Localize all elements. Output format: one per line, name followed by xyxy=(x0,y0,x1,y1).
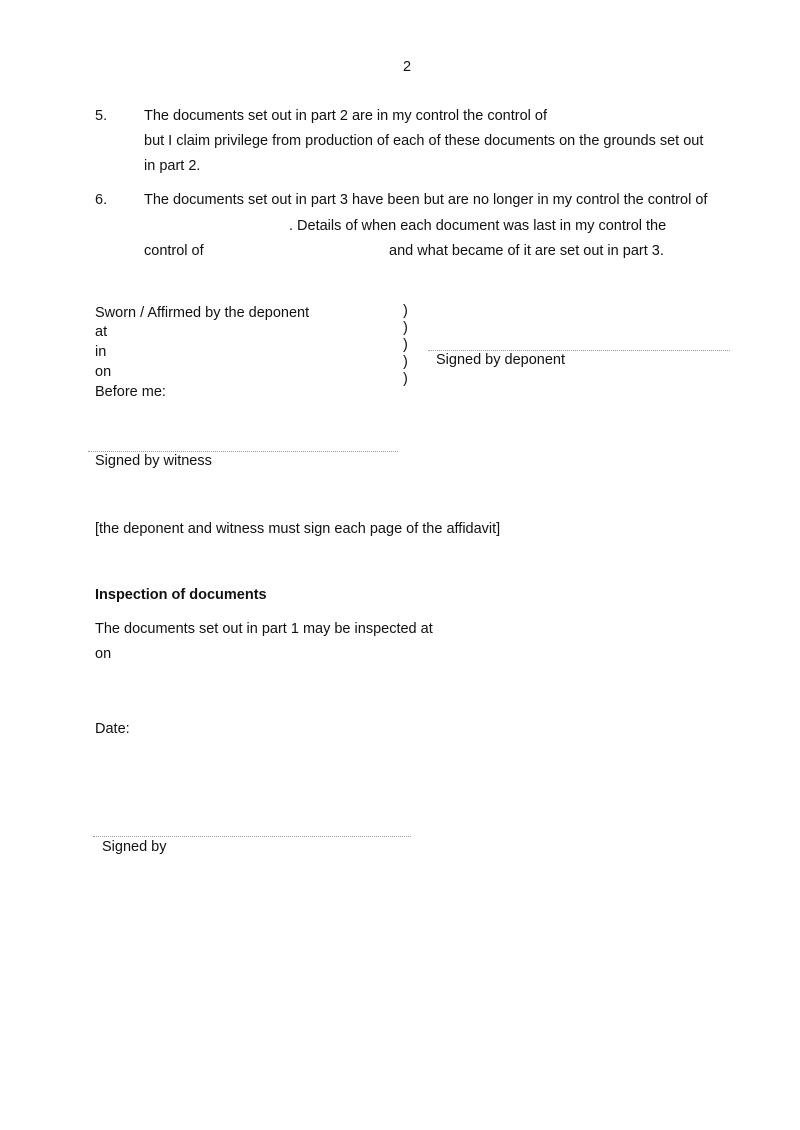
jurat-in-line: in xyxy=(95,344,107,360)
jurat-on-line: on xyxy=(95,364,112,380)
jurat-bracket: ) xyxy=(403,303,408,319)
paragraph-5-line-2: but I claim privilege from production of each of these documents on the grounds set out xyxy=(144,133,704,149)
signed-by-witness-label: Signed by witness xyxy=(95,453,212,469)
paragraph-6-line-3b: and what became of it are set out in part 3. xyxy=(389,243,664,259)
jurat-bracket: ) xyxy=(403,354,408,370)
jurat-bracket: ) xyxy=(403,337,408,353)
signed-by-deponent-label: Signed by deponent xyxy=(436,352,565,368)
paragraph-5-line-3: in part 2. xyxy=(144,158,201,174)
inspection-line-2: on xyxy=(95,646,112,662)
paragraph-5-number: 5. xyxy=(95,108,108,124)
date-label: Date: xyxy=(95,721,130,737)
signature-line[interactable] xyxy=(93,836,411,837)
inspection-heading: Inspection of documents xyxy=(95,587,267,603)
paragraph-6-line-1: The documents set out in part 3 have been but are no longer in my control the control of xyxy=(144,192,708,208)
jurat-at-line: at xyxy=(95,324,108,340)
page-number: 2 xyxy=(403,59,412,75)
jurat-before-me-line: Before me: xyxy=(95,384,166,400)
paragraph-6-line-2: . Details of when each document was last in my control the xyxy=(289,218,667,234)
paragraph-6-number: 6. xyxy=(95,192,108,208)
paragraph-5-line-1: The documents set out in part 2 are in my control the control of xyxy=(144,108,547,124)
signed-by-label: Signed by xyxy=(102,839,167,855)
jurat-bracket: ) xyxy=(403,371,408,387)
jurat-bracket: ) xyxy=(403,320,408,336)
paragraph-6-line-3a: control of xyxy=(144,243,204,259)
jurat-sworn-line: Sworn / Affirmed by the deponent xyxy=(95,305,310,321)
inspection-line-1: The documents set out in part 1 may be inspected at xyxy=(95,621,433,637)
signing-note: [the deponent and witness must sign each page of the affidavit] xyxy=(95,521,501,537)
